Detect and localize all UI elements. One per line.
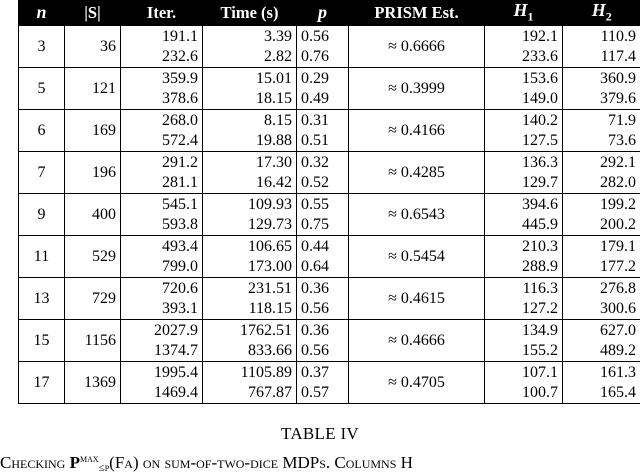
cell-h1 bbox=[485, 278, 563, 320]
cell-n: 5 bbox=[19, 68, 65, 110]
cell-states: 121 bbox=[65, 68, 121, 110]
cell-iter bbox=[121, 68, 203, 110]
cell-h1 bbox=[485, 320, 563, 362]
cell-iter bbox=[121, 26, 203, 68]
cell-n: 9 bbox=[19, 194, 65, 236]
cell-h1-value: 100.7 bbox=[522, 383, 558, 401]
cell-h1 bbox=[485, 26, 563, 68]
cell-p-value: 0.52 bbox=[301, 173, 329, 191]
cell-h2-value: 276.8 bbox=[600, 279, 636, 297]
cell-states: 36 bbox=[65, 26, 121, 68]
cell-time-value: 129.73 bbox=[248, 215, 292, 233]
cell-p bbox=[297, 278, 349, 320]
cell-iter bbox=[121, 362, 203, 404]
cell-h2-value: 177.2 bbox=[600, 257, 636, 275]
cell-iter-value: 1469.4 bbox=[154, 383, 198, 401]
table-row bbox=[19, 278, 640, 320]
cell-iter-value: 572.4 bbox=[162, 131, 198, 149]
cell-states: 529 bbox=[65, 236, 121, 278]
cell-time bbox=[203, 278, 297, 320]
cell-h1-value: 140.2 bbox=[522, 111, 558, 129]
cell-iter-value: 2027.9 bbox=[154, 321, 198, 339]
cell-h2 bbox=[563, 320, 640, 362]
table-row bbox=[19, 236, 640, 278]
cell-prism: ≈ 0.4166 bbox=[349, 110, 485, 152]
cell-iter-value: 291.2 bbox=[162, 153, 198, 171]
cell-iter-value: 281.1 bbox=[162, 173, 198, 191]
cell-h2 bbox=[563, 68, 640, 110]
cell-h1-value: 127.2 bbox=[522, 299, 558, 317]
cell-iter-value: 799.0 bbox=[162, 257, 198, 275]
cell-time-value: 231.51 bbox=[248, 279, 292, 297]
cell-time-value: 173.00 bbox=[248, 257, 292, 275]
cell-iter bbox=[121, 278, 203, 320]
cell-prism: ≈ 0.6543 bbox=[349, 194, 485, 236]
cell-h1-value: 153.6 bbox=[522, 69, 558, 87]
cell-iter-value: 545.1 bbox=[162, 195, 198, 213]
cell-h2 bbox=[563, 236, 640, 278]
cell-time-value: 19.88 bbox=[256, 131, 292, 149]
cell-time-value: 106.65 bbox=[248, 237, 292, 255]
results-table bbox=[18, 0, 640, 404]
cell-iter bbox=[121, 236, 203, 278]
cell-time-value: 8.15 bbox=[264, 111, 292, 129]
cell-n: 6 bbox=[19, 110, 65, 152]
table-row bbox=[19, 110, 640, 152]
caption-suffix: on sum-of-two-dice MDPs. Columns H bbox=[138, 453, 413, 472]
cell-states: 1369 bbox=[65, 362, 121, 404]
cell-p-value: 0.56 bbox=[301, 299, 329, 317]
cell-p bbox=[297, 26, 349, 68]
cell-n: 17 bbox=[19, 362, 65, 404]
cell-prism: ≈ 0.4285 bbox=[349, 152, 485, 194]
cell-h1 bbox=[485, 68, 563, 110]
table-row bbox=[19, 26, 640, 68]
cell-h1-value: 107.1 bbox=[522, 363, 558, 381]
cell-time bbox=[203, 26, 297, 68]
caption-prefix: Checking bbox=[0, 453, 70, 472]
caption-symbol: P bbox=[69, 453, 80, 472]
cell-h2 bbox=[563, 26, 640, 68]
cell-time bbox=[203, 194, 297, 236]
cell-h1-value: 233.6 bbox=[522, 47, 558, 65]
cell-time bbox=[203, 236, 297, 278]
header-h2: $H_2$ bbox=[563, 0, 640, 26]
cell-iter-value: 493.4 bbox=[162, 237, 198, 255]
cell-prism: ≈ 0.4705 bbox=[349, 362, 485, 404]
cell-time-value: 17.30 bbox=[256, 153, 292, 171]
table-row bbox=[19, 68, 640, 110]
cell-time-value: 767.87 bbox=[248, 383, 292, 401]
cell-h2-value: 117.4 bbox=[600, 47, 636, 65]
cell-h1-value: 149.0 bbox=[522, 89, 558, 107]
header-iter: Iter. bbox=[121, 0, 203, 26]
cell-h2-value: 71.9 bbox=[608, 111, 636, 129]
cell-p-value: 0.49 bbox=[301, 89, 329, 107]
cell-h1 bbox=[485, 110, 563, 152]
cell-h2-value: 300.6 bbox=[600, 299, 636, 317]
cell-states: 729 bbox=[65, 278, 121, 320]
cell-p-value: 0.32 bbox=[301, 153, 329, 171]
cell-h1-value: 129.7 bbox=[522, 173, 558, 191]
cell-states: 400 bbox=[65, 194, 121, 236]
cell-h1-value: 134.9 bbox=[522, 321, 558, 339]
cell-p-value: 0.75 bbox=[301, 215, 329, 233]
cell-h2-value: 282.0 bbox=[600, 173, 636, 191]
cell-iter bbox=[121, 110, 203, 152]
cell-time bbox=[203, 68, 297, 110]
cell-time bbox=[203, 320, 297, 362]
cell-h1-value: 192.1 bbox=[522, 27, 558, 45]
cell-p bbox=[297, 194, 349, 236]
cell-p-value: 0.44 bbox=[301, 237, 329, 255]
cell-p-value: 0.56 bbox=[301, 341, 329, 359]
cell-h2-value: 360.9 bbox=[600, 69, 636, 87]
header-n: n bbox=[19, 0, 65, 26]
cell-h2 bbox=[563, 152, 640, 194]
cell-time bbox=[203, 110, 297, 152]
cell-time-value: 2.82 bbox=[264, 47, 292, 65]
cell-time-value: 1762.51 bbox=[240, 321, 292, 339]
cell-h2-value: 73.6 bbox=[608, 131, 636, 149]
cell-p-value: 0.51 bbox=[301, 131, 329, 149]
cell-prism: ≈ 0.4615 bbox=[349, 278, 485, 320]
cell-h2-value: 489.2 bbox=[600, 341, 636, 359]
cell-time-value: 3.39 bbox=[264, 27, 292, 45]
caption-sup: max bbox=[79, 453, 99, 465]
cell-p-value: 0.36 bbox=[301, 279, 329, 297]
cell-h1-value: 210.3 bbox=[522, 237, 558, 255]
cell-p-value: 0.37 bbox=[301, 363, 329, 381]
table-row bbox=[19, 152, 640, 194]
cell-p bbox=[297, 68, 349, 110]
cell-states: 196 bbox=[65, 152, 121, 194]
header-time: Time (s) bbox=[203, 0, 297, 26]
cell-p-value: 0.56 bbox=[301, 27, 329, 45]
table-row bbox=[19, 320, 640, 362]
table-label: TABLE IV bbox=[281, 424, 359, 443]
cell-h1-value: 136.3 bbox=[522, 153, 558, 171]
cell-h2-value: 161.3 bbox=[600, 363, 636, 381]
cell-iter bbox=[121, 194, 203, 236]
cell-h1 bbox=[485, 152, 563, 194]
cell-h2-value: 199.2 bbox=[600, 195, 636, 213]
cell-p-value: 0.57 bbox=[301, 383, 329, 401]
cell-p-value: 0.29 bbox=[301, 69, 329, 87]
cell-h1 bbox=[485, 362, 563, 404]
cell-states: 169 bbox=[65, 110, 121, 152]
cell-h2 bbox=[563, 110, 640, 152]
cell-time-value: 1105.89 bbox=[240, 363, 292, 381]
cell-p-value: 0.76 bbox=[301, 47, 329, 65]
cell-iter bbox=[121, 320, 203, 362]
cell-prism: ≈ 0.4666 bbox=[349, 320, 485, 362]
cell-p bbox=[297, 110, 349, 152]
cell-h1-value: 445.9 bbox=[522, 215, 558, 233]
cell-p bbox=[297, 362, 349, 404]
table-body bbox=[19, 26, 640, 404]
cell-prism: ≈ 0.3999 bbox=[349, 68, 485, 110]
cell-time-value: 16.42 bbox=[256, 173, 292, 191]
table-wrapper bbox=[18, 0, 640, 404]
cell-time-value: 833.66 bbox=[248, 341, 292, 359]
cell-h2-value: 165.4 bbox=[600, 383, 636, 401]
cell-iter-value: 378.6 bbox=[162, 89, 198, 107]
cell-iter bbox=[121, 152, 203, 194]
cell-p bbox=[297, 152, 349, 194]
cell-iter-value: 191.1 bbox=[162, 27, 198, 45]
cell-n: 3 bbox=[19, 26, 65, 68]
cell-p bbox=[297, 236, 349, 278]
table-row bbox=[19, 194, 640, 236]
cell-h2-value: 379.6 bbox=[600, 89, 636, 107]
header-prism: PRISM Est. bbox=[349, 0, 485, 26]
cell-h2-value: 627.0 bbox=[600, 321, 636, 339]
cell-iter-value: 1374.7 bbox=[154, 341, 198, 359]
header-h1: $H_1$ bbox=[485, 0, 563, 26]
cell-h2-value: 179.1 bbox=[600, 237, 636, 255]
caption-formula: (Fα) bbox=[109, 453, 139, 472]
cell-iter-value: 359.9 bbox=[162, 69, 198, 87]
cell-h2 bbox=[563, 278, 640, 320]
header-states: |S| bbox=[65, 0, 121, 26]
cell-h1-value: 394.6 bbox=[522, 195, 558, 213]
cell-prism: ≈ 0.5454 bbox=[349, 236, 485, 278]
cell-h1 bbox=[485, 194, 563, 236]
cell-p-value: 0.36 bbox=[301, 321, 329, 339]
cell-time bbox=[203, 152, 297, 194]
cell-n: 11 bbox=[19, 236, 65, 278]
table-row bbox=[19, 362, 640, 404]
header-p: p bbox=[297, 0, 349, 26]
cell-iter-value: 1995.4 bbox=[154, 363, 198, 381]
cell-h2-value: 292.1 bbox=[600, 153, 636, 171]
cell-states: 1156 bbox=[65, 320, 121, 362]
header-row bbox=[19, 0, 640, 26]
cell-h2 bbox=[563, 194, 640, 236]
cell-h2 bbox=[563, 362, 640, 404]
cell-iter-value: 393.1 bbox=[162, 299, 198, 317]
cell-prism: ≈ 0.6666 bbox=[349, 26, 485, 68]
cell-n: 7 bbox=[19, 152, 65, 194]
cell-time bbox=[203, 362, 297, 404]
cell-h2-value: 110.9 bbox=[600, 27, 636, 45]
cell-iter-value: 720.6 bbox=[162, 279, 198, 297]
cell-time-value: 15.01 bbox=[256, 69, 292, 87]
cell-p bbox=[297, 320, 349, 362]
cell-time-value: 109.93 bbox=[248, 195, 292, 213]
cell-h1-value: 288.9 bbox=[522, 257, 558, 275]
cell-h1 bbox=[485, 236, 563, 278]
cell-iter-value: 268.0 bbox=[162, 111, 198, 129]
cell-p-value: 0.55 bbox=[301, 195, 329, 213]
cell-n: 13 bbox=[19, 278, 65, 320]
caption-sub: ≤p bbox=[98, 462, 110, 474]
cell-p-value: 0.64 bbox=[301, 257, 329, 275]
table-caption bbox=[0, 453, 413, 474]
cell-h1-value: 127.5 bbox=[522, 131, 558, 149]
cell-p-value: 0.31 bbox=[301, 111, 329, 129]
cell-iter-value: 232.6 bbox=[162, 47, 198, 65]
cell-n: 15 bbox=[19, 320, 65, 362]
cell-time-value: 118.15 bbox=[248, 299, 292, 317]
cell-iter-value: 593.8 bbox=[162, 215, 198, 233]
cell-h2-value: 200.2 bbox=[600, 215, 636, 233]
cell-h1-value: 116.3 bbox=[522, 279, 558, 297]
cell-time-value: 18.15 bbox=[256, 89, 292, 107]
cell-h1-value: 155.2 bbox=[522, 341, 558, 359]
